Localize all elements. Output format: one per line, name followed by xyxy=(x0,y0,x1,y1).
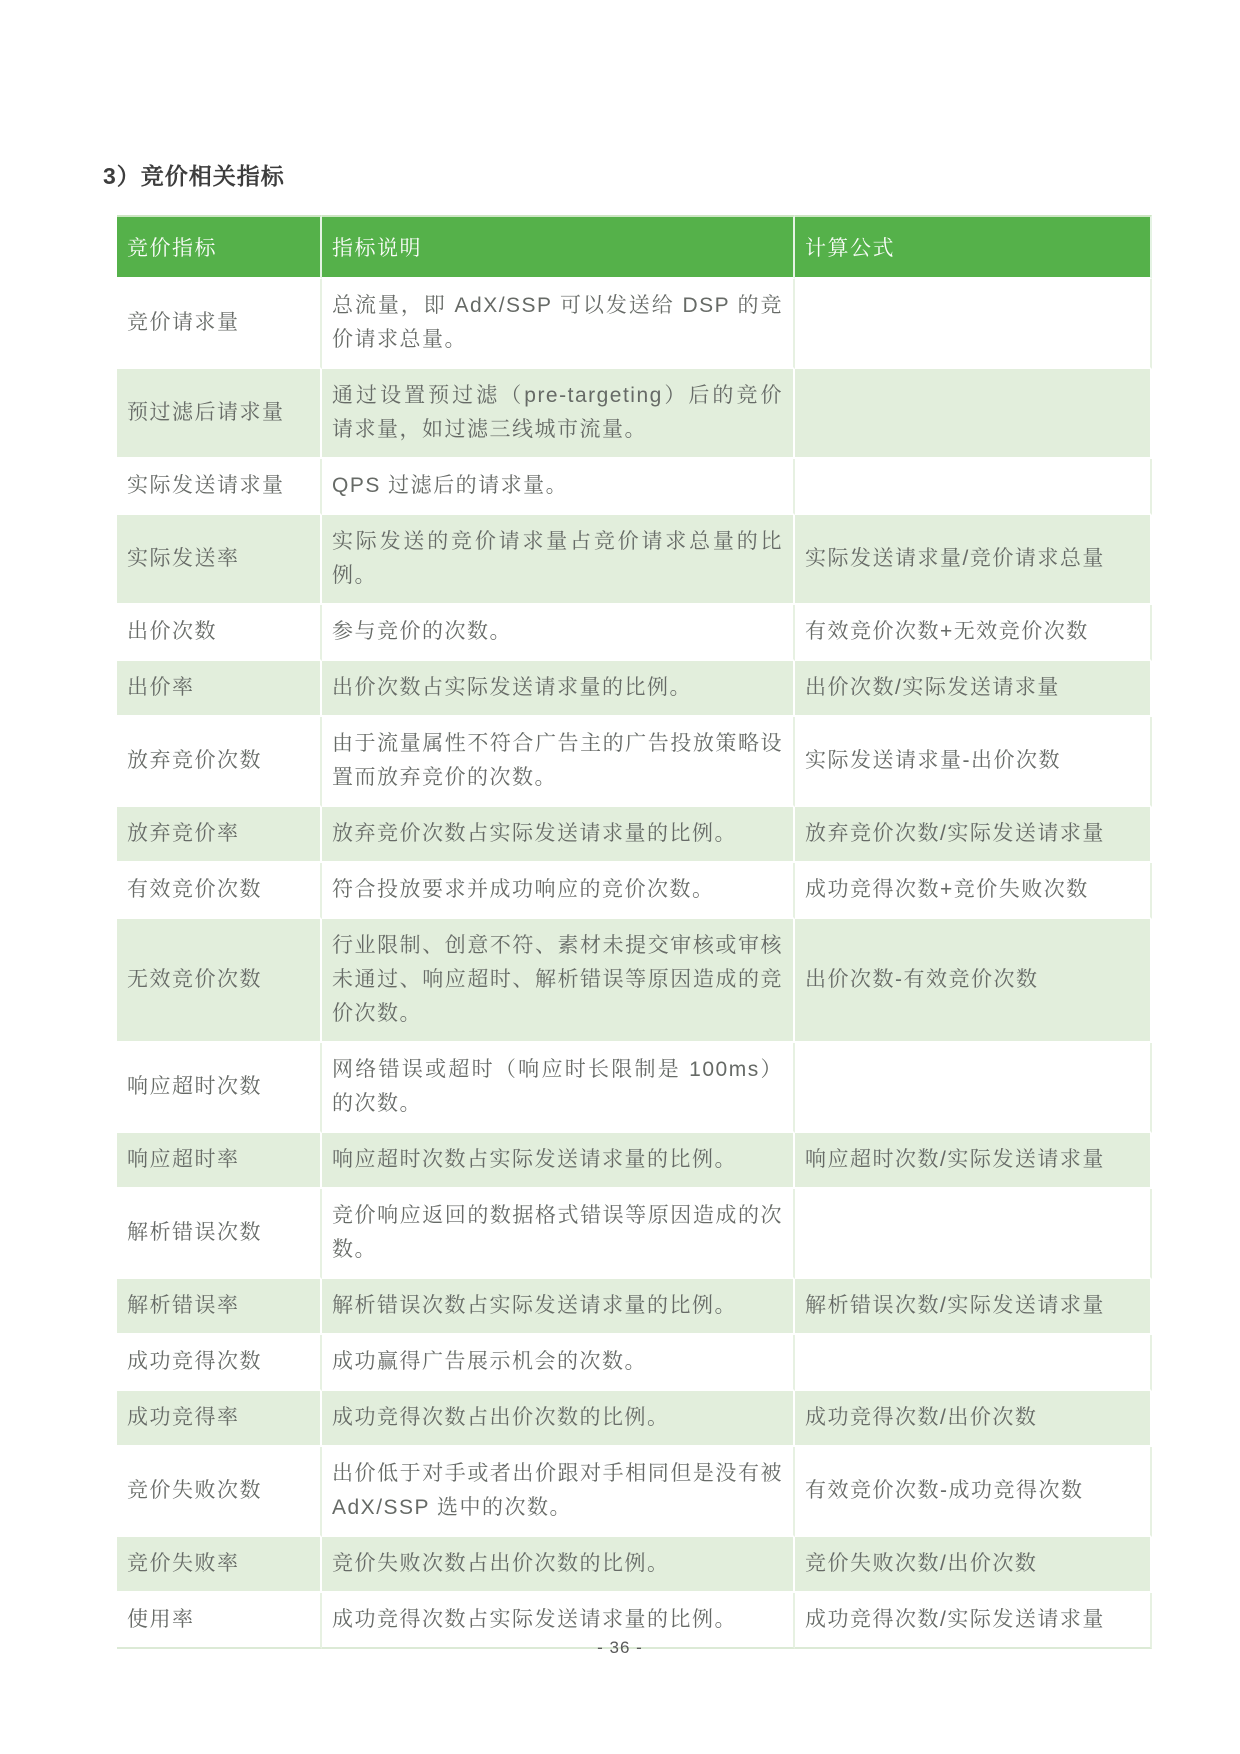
table-row xyxy=(117,1537,1152,1593)
table-row xyxy=(117,605,1152,661)
description-cell: 参与竞价的次数。 xyxy=(322,605,795,661)
metric-cell: 成功竞得率 xyxy=(117,1391,322,1447)
table-header-row xyxy=(117,215,1152,279)
formula-cell: 出价次数/实际发送请求量 xyxy=(795,661,1152,717)
formula-cell: 成功竞得次数+竞价失败次数 xyxy=(795,863,1152,919)
formula-cell: 竞价失败次数/出价次数 xyxy=(795,1537,1152,1593)
table-row xyxy=(117,919,1152,1043)
formula-cell xyxy=(795,1189,1152,1279)
description-cell: 解析错误次数占实际发送请求量的比例。 xyxy=(322,1279,795,1335)
formula-cell xyxy=(795,279,1152,369)
metric-cell: 出价率 xyxy=(117,661,322,717)
description-cell: QPS 过滤后的请求量。 xyxy=(322,459,795,515)
page-number: - 36 - xyxy=(597,1638,643,1657)
description-cell: 行业限制、创意不符、素材未提交审核或审核未通过、响应超时、解析错误等原因造成的竞价次数。 xyxy=(322,919,795,1043)
bidding-metrics-table xyxy=(117,215,1152,1649)
formula-cell: 响应超时次数/实际发送请求量 xyxy=(795,1133,1152,1189)
section-title: 3）竞价相关指标 xyxy=(103,163,285,189)
formula-cell: 放弃竞价次数/实际发送请求量 xyxy=(795,807,1152,863)
description-cell: 竞价失败次数占出价次数的比例。 xyxy=(322,1537,795,1593)
metric-cell: 实际发送请求量 xyxy=(117,459,322,515)
table-row xyxy=(117,515,1152,605)
description-cell: 放弃竞价次数占实际发送请求量的比例。 xyxy=(322,807,795,863)
table-row xyxy=(117,369,1152,459)
metric-cell: 成功竞得次数 xyxy=(117,1335,322,1391)
column-header-description: 指标说明 xyxy=(322,215,795,279)
metric-cell: 使用率 xyxy=(117,1593,322,1649)
table-row xyxy=(117,279,1152,369)
metric-cell: 竞价请求量 xyxy=(117,279,322,369)
column-header-metric: 竞价指标 xyxy=(117,215,322,279)
description-cell: 实际发送的竞价请求量占竞价请求总量的比例。 xyxy=(322,515,795,605)
description-cell: 成功竞得次数占实际发送请求量的比例。 xyxy=(322,1593,795,1649)
metric-cell: 解析错误次数 xyxy=(117,1189,322,1279)
formula-cell: 实际发送请求量-出价次数 xyxy=(795,717,1152,807)
formula-cell: 有效竞价次数-成功竞得次数 xyxy=(795,1447,1152,1537)
table-row xyxy=(117,459,1152,515)
formula-cell xyxy=(795,459,1152,515)
formula-cell xyxy=(795,1335,1152,1391)
formula-cell: 成功竞得次数/出价次数 xyxy=(795,1391,1152,1447)
description-cell: 响应超时次数占实际发送请求量的比例。 xyxy=(322,1133,795,1189)
table-row xyxy=(117,1335,1152,1391)
table-row xyxy=(117,1279,1152,1335)
metric-cell: 有效竞价次数 xyxy=(117,863,322,919)
metric-cell: 放弃竞价率 xyxy=(117,807,322,863)
metric-cell: 预过滤后请求量 xyxy=(117,369,322,459)
table-row xyxy=(117,807,1152,863)
formula-cell: 解析错误次数/实际发送请求量 xyxy=(795,1279,1152,1335)
description-cell: 竞价响应返回的数据格式错误等原因造成的次数。 xyxy=(322,1189,795,1279)
metric-cell: 竞价失败率 xyxy=(117,1537,322,1593)
metric-cell: 无效竞价次数 xyxy=(117,919,322,1043)
table-row xyxy=(117,863,1152,919)
description-cell: 符合投放要求并成功响应的竞价次数。 xyxy=(322,863,795,919)
description-cell: 出价低于对手或者出价跟对手相同但是没有被 AdX/SSP 选中的次数。 xyxy=(322,1447,795,1537)
column-header-formula: 计算公式 xyxy=(795,215,1152,279)
table-row xyxy=(117,661,1152,717)
metric-cell: 响应超时率 xyxy=(117,1133,322,1189)
description-cell: 出价次数占实际发送请求量的比例。 xyxy=(322,661,795,717)
metric-cell: 解析错误率 xyxy=(117,1279,322,1335)
description-cell: 成功竞得次数占出价次数的比例。 xyxy=(322,1391,795,1447)
table-row xyxy=(117,1043,1152,1133)
formula-cell xyxy=(795,369,1152,459)
description-cell: 网络错误或超时（响应时长限制是 100ms）的次数。 xyxy=(322,1043,795,1133)
table-row xyxy=(117,1189,1152,1279)
table-row xyxy=(117,1391,1152,1447)
metric-cell: 出价次数 xyxy=(117,605,322,661)
table-row xyxy=(117,717,1152,807)
description-cell: 由于流量属性不符合广告主的广告投放策略设置而放弃竞价的次数。 xyxy=(322,717,795,807)
description-cell: 通过设置预过滤（pre-targeting）后的竞价请求量，如过滤三线城市流量。 xyxy=(322,369,795,459)
metric-cell: 竞价失败次数 xyxy=(117,1447,322,1537)
description-cell: 总流量，即 AdX/SSP 可以发送给 DSP 的竞价请求总量。 xyxy=(322,279,795,369)
formula-cell: 有效竞价次数+无效竞价次数 xyxy=(795,605,1152,661)
table-row xyxy=(117,1447,1152,1537)
formula-cell: 实际发送请求量/竞价请求总量 xyxy=(795,515,1152,605)
formula-cell xyxy=(795,1043,1152,1133)
description-cell: 成功赢得广告展示机会的次数。 xyxy=(322,1335,795,1391)
metric-cell: 实际发送率 xyxy=(117,515,322,605)
metric-cell: 响应超时次数 xyxy=(117,1043,322,1133)
formula-cell: 成功竞得次数/实际发送请求量 xyxy=(795,1593,1152,1649)
metric-cell: 放弃竞价次数 xyxy=(117,717,322,807)
table-row xyxy=(117,1133,1152,1189)
formula-cell: 出价次数-有效竞价次数 xyxy=(795,919,1152,1043)
